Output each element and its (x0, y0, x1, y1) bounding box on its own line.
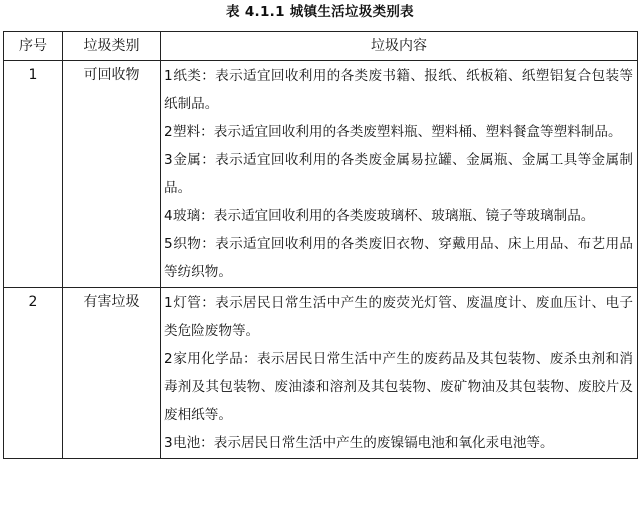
item-text: 玻璃：表示适宜回收利用的各类废玻璃杯、玻璃瓶、镜子等玻璃制品。 (173, 208, 595, 224)
item-number: 3 (164, 152, 173, 168)
content-item (164, 429, 633, 457)
header-category: 垃圾类别 (63, 32, 161, 61)
item-text: 电池：表示居民日常生活中产生的废镍镉电池和氧化汞电池等。 (173, 435, 554, 451)
item-number: 4 (164, 208, 173, 224)
row-content (161, 288, 638, 459)
item-number: 2 (164, 124, 173, 140)
row-number: 2 (4, 288, 63, 459)
content-item (164, 345, 633, 429)
row-category: 有害垃圾 (63, 288, 161, 459)
content-item (164, 202, 633, 230)
item-number: 1 (164, 295, 173, 311)
content-item (164, 62, 633, 118)
table-row (4, 288, 638, 459)
header-no: 序号 (4, 32, 63, 61)
item-text: 灯管：表示居民日常生活中产生的废荧光灯管、废温度计、废血压计、电子类危险废物等。 (164, 295, 633, 339)
content-item (164, 230, 633, 286)
waste-category-table (3, 31, 638, 459)
item-number: 5 (164, 236, 173, 252)
row-content (161, 61, 638, 288)
content-item (164, 118, 633, 146)
item-text: 纸类：表示适宜回收利用的各类废书籍、报纸、纸板箱、纸塑铝复合包装等纸制品。 (164, 68, 633, 112)
item-text: 金属：表示适宜回收利用的各类废金属易拉罐、金属瓶、金属工具等金属制品。 (164, 152, 633, 196)
item-text: 塑料：表示适宜回收利用的各类废塑料瓶、塑料桶、塑料餐盒等塑料制品。 (173, 124, 622, 140)
item-number: 2 (164, 351, 173, 367)
item-text: 织物：表示适宜回收利用的各类废旧衣物、穿戴用品、床上用品、布艺用品等纺织物。 (164, 236, 633, 280)
table-caption: 表 4.1.1 城镇生活垃圾类别表 (226, 4, 414, 20)
content-item (164, 289, 633, 345)
item-number: 1 (164, 68, 173, 84)
header-row (4, 32, 638, 61)
item-text: 家用化学品：表示居民日常生活中产生的废药品及其包装物、废杀虫剂和消毒剂及其包装物、废油漆和溶剂及其包装物、废矿物油及其包装物、废胶片及废相纸等。 (164, 351, 633, 423)
item-number: 3 (164, 435, 173, 451)
table-row (4, 61, 638, 288)
header-content: 垃圾内容 (161, 32, 638, 61)
row-number: 1 (4, 61, 63, 288)
row-category: 可回收物 (63, 61, 161, 288)
content-item (164, 146, 633, 202)
